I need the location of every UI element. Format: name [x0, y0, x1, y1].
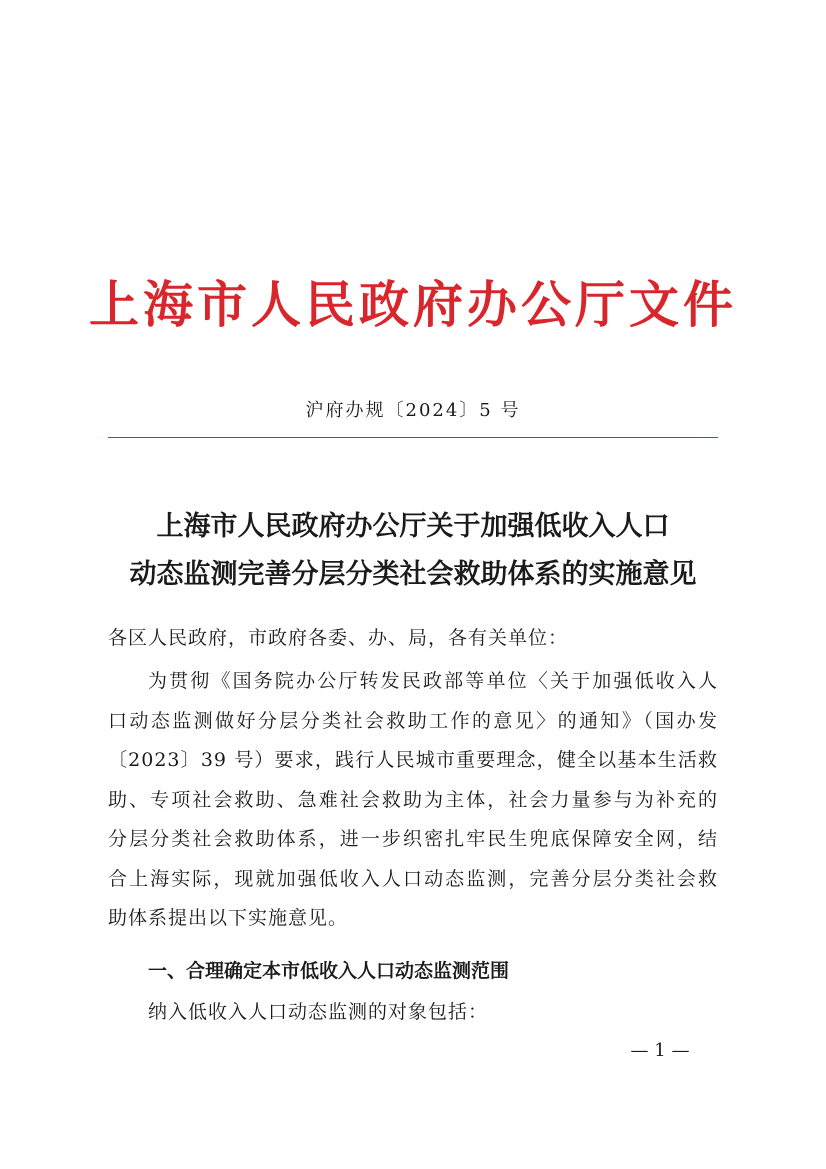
body-line: 为贯彻《国务院办公厅转发民政部等单位〈关于加强低收入人: [148, 670, 718, 692]
document-title-line-2: 动态监测完善分层分类社会救助体系的实施意见: [129, 559, 697, 590]
document-title-line-1: 上海市人民政府办公厅关于加强低收入人口: [156, 511, 670, 542]
body-line: 口动态监测做好分层分类社会救助工作的意见〉的通知》（国办发: [108, 709, 718, 732]
body-line: 助、专项社会救助、急难社会救助为主体，社会力量参与为补充的: [108, 788, 718, 811]
document-number: 沪府办规〔2024〕5 号: [305, 400, 521, 421]
body-line: 〔2023〕39 号）要求，践行人民城市重要理念，健全以基本生活救: [108, 749, 718, 771]
section-heading-1: 一、合理确定本市低收入人口动态监测范围: [148, 960, 510, 982]
document-title: [0, 503, 826, 599]
page-number: — 1 —: [630, 1040, 690, 1061]
red-divider-line: [108, 437, 718, 438]
body-line: 合上海实际，现就加强低收入人口动态监测，完善分层分类社会救: [108, 867, 718, 890]
section-lead-text: 纳入低收入人口动态监测的对象包括：: [148, 1001, 489, 1023]
salutation: 各区人民政府，市政府各委、办、局，各有关单位：: [108, 627, 569, 649]
body-line: 分层分类社会救助体系，进一步织密扎牢民生兜底保障安全网，结: [108, 828, 718, 850]
body-paragraph: [108, 662, 718, 939]
masthead-title: 上海市人民政府办公厅文件: [89, 275, 737, 334]
body-line: 助体系提出以下实施意见。: [108, 907, 349, 929]
